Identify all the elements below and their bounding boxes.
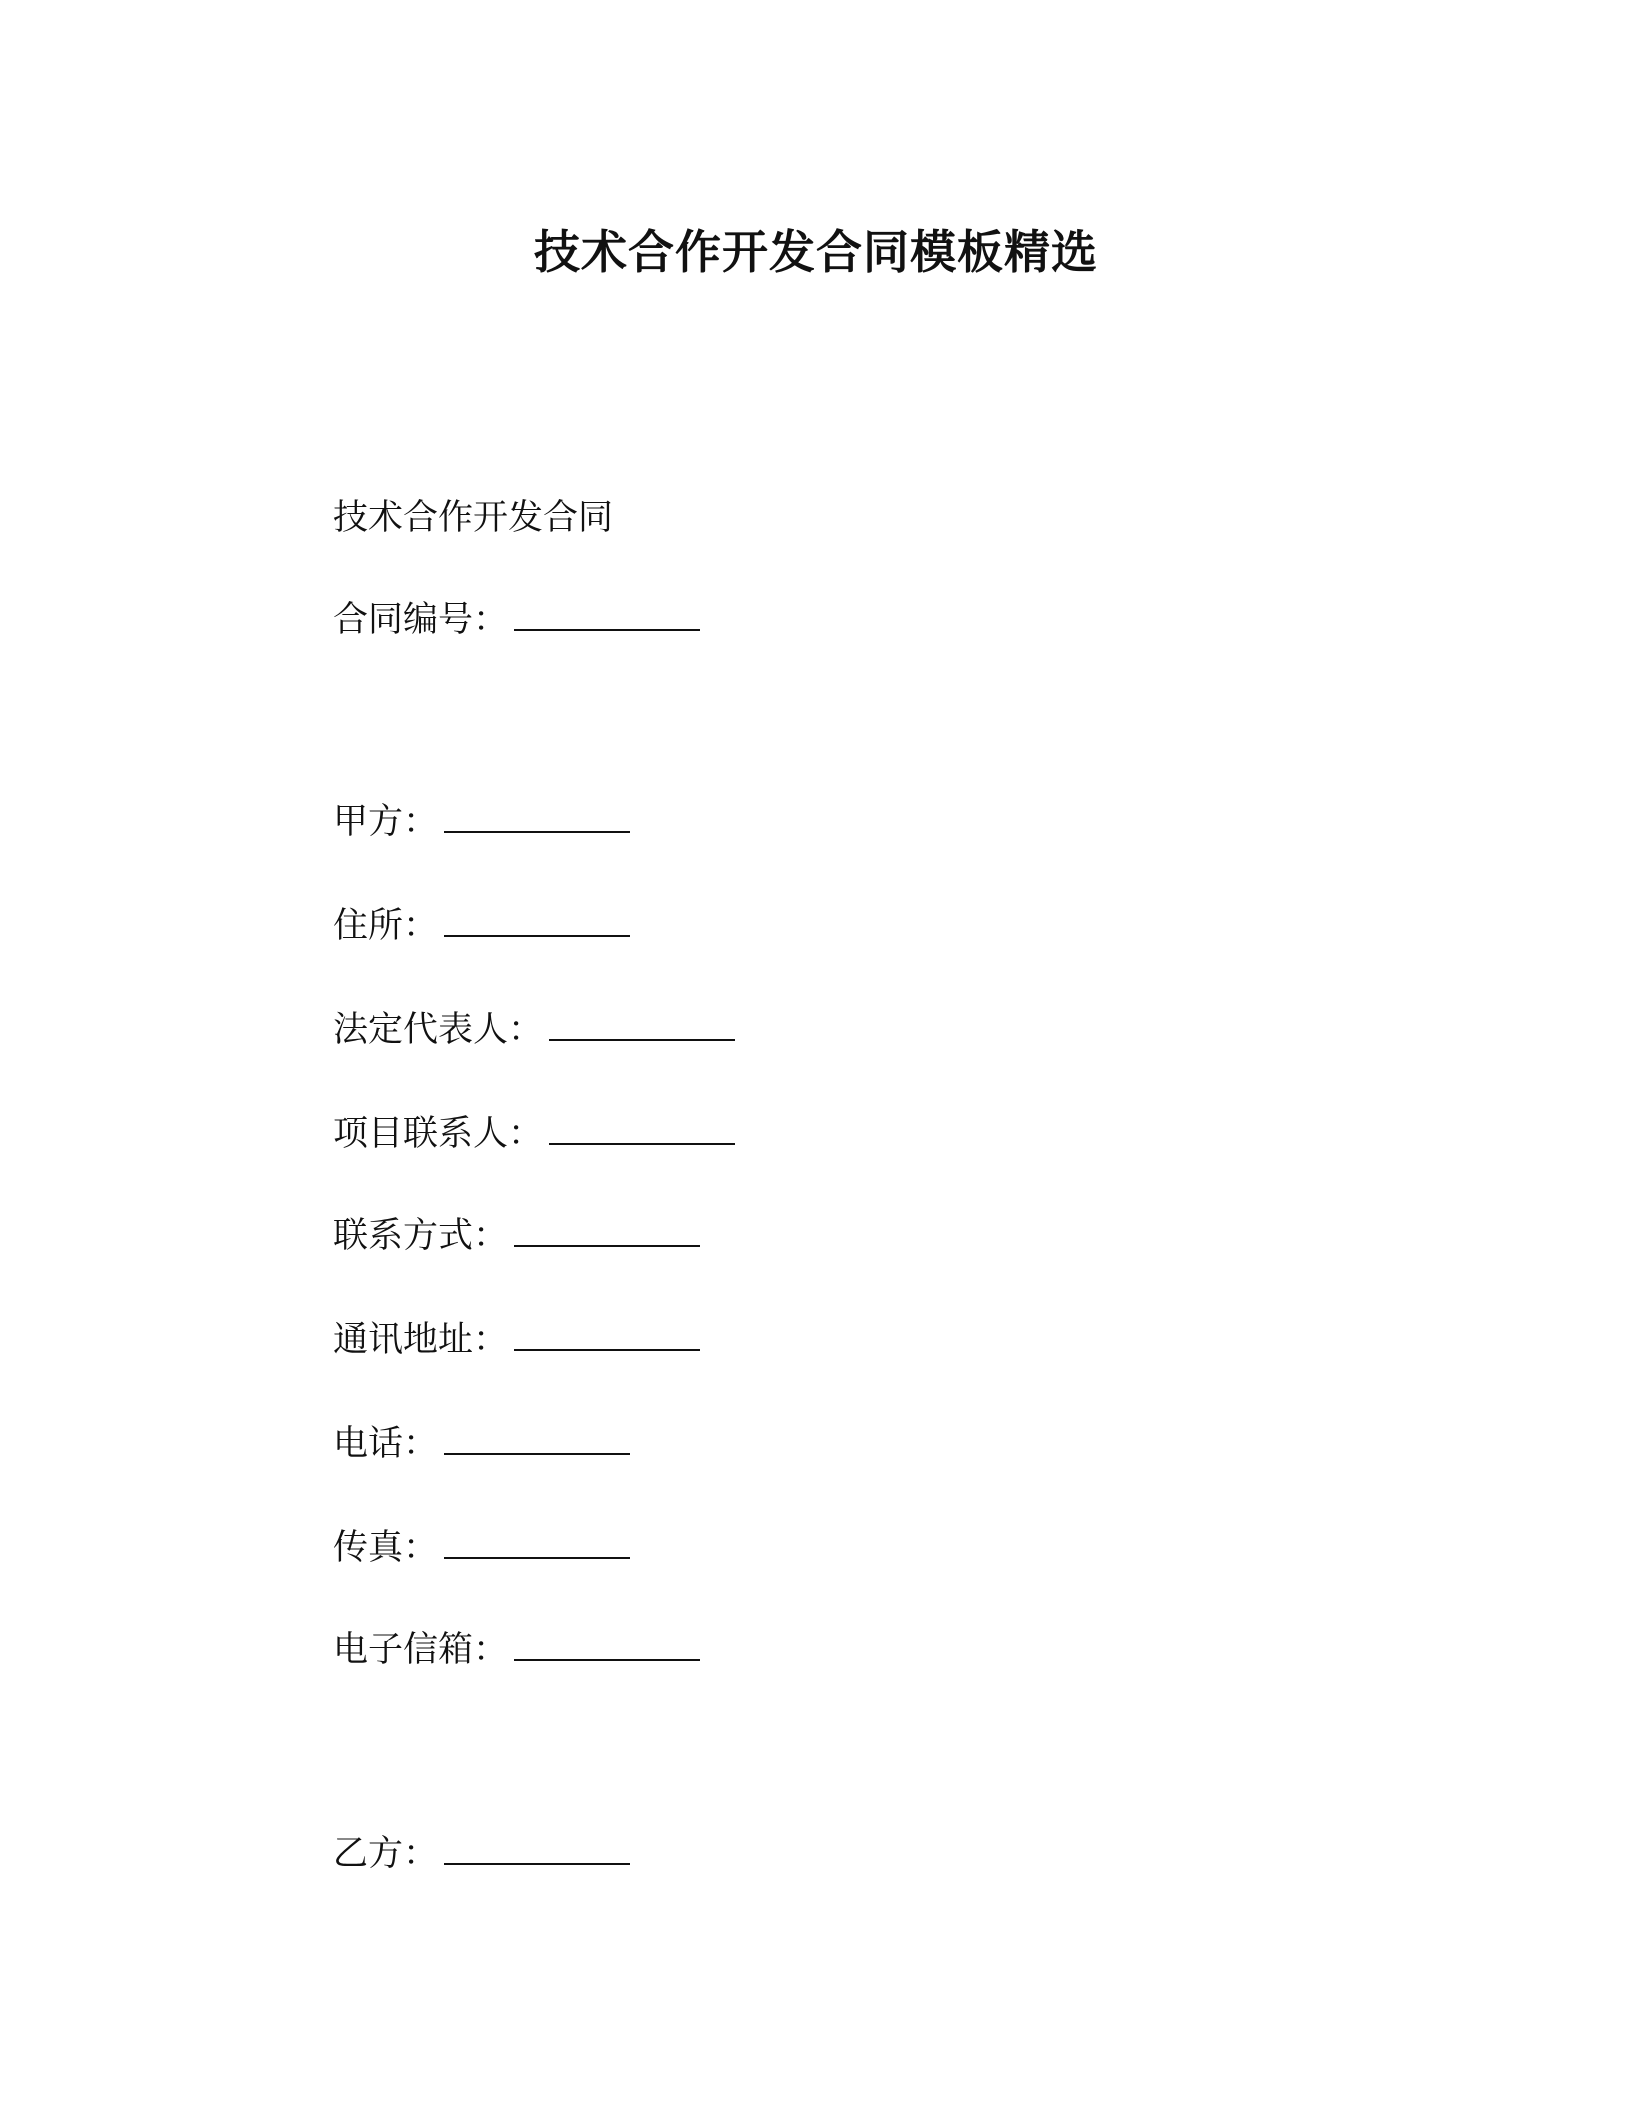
party-a-email-blank (514, 1629, 700, 1661)
party-a-mailing-address-field (333, 1316, 700, 1364)
party-a-address-field (333, 902, 630, 950)
party-a-mailing-address-blank (514, 1319, 700, 1351)
party-a-phone-blank (444, 1423, 630, 1455)
party-b-blank (444, 1833, 630, 1865)
document-title: 技术合作开发合同模板精选 (534, 225, 1098, 279)
contract-number-field (333, 596, 700, 644)
party-a-fax-blank (444, 1527, 630, 1559)
party-a-phone-label: 电话： (333, 1424, 439, 1464)
party-a-label: 甲方： (333, 802, 439, 842)
party-b-label: 乙方： (333, 1834, 439, 1874)
party-a-mailing-address-label: 通讯地址： (333, 1320, 509, 1360)
party-a-contact-method-label: 联系方式： (333, 1216, 509, 1256)
party-a-phone-field (333, 1420, 630, 1468)
contract-number-blank (514, 599, 700, 631)
contract-subtitle-text: 技术合作开发合同 (333, 498, 614, 538)
party-a-project-contact-blank (549, 1113, 735, 1145)
party-a-email-label: 电子信箱： (333, 1630, 509, 1670)
party-a-legal-rep-label: 法定代表人： (333, 1010, 544, 1050)
party-a-email-field (333, 1626, 700, 1674)
party-a-address-blank (444, 905, 630, 937)
party-a-project-contact-field (333, 1110, 735, 1158)
party-a-field (333, 798, 630, 846)
contract-number-label: 合同编号： (333, 600, 509, 640)
party-a-blank (444, 801, 630, 833)
party-a-legal-rep-blank (549, 1009, 735, 1041)
party-a-address-label: 住所： (333, 906, 439, 946)
party-a-contact-method-field (333, 1212, 700, 1260)
party-a-legal-rep-field (333, 1006, 735, 1054)
party-a-contact-method-blank (514, 1215, 700, 1247)
contract-subtitle (333, 494, 613, 542)
party-a-fax-label: 传真： (333, 1528, 439, 1568)
party-b-field (333, 1830, 630, 1878)
party-a-fax-field (333, 1524, 630, 1572)
party-a-project-contact-label: 项目联系人： (333, 1114, 544, 1154)
